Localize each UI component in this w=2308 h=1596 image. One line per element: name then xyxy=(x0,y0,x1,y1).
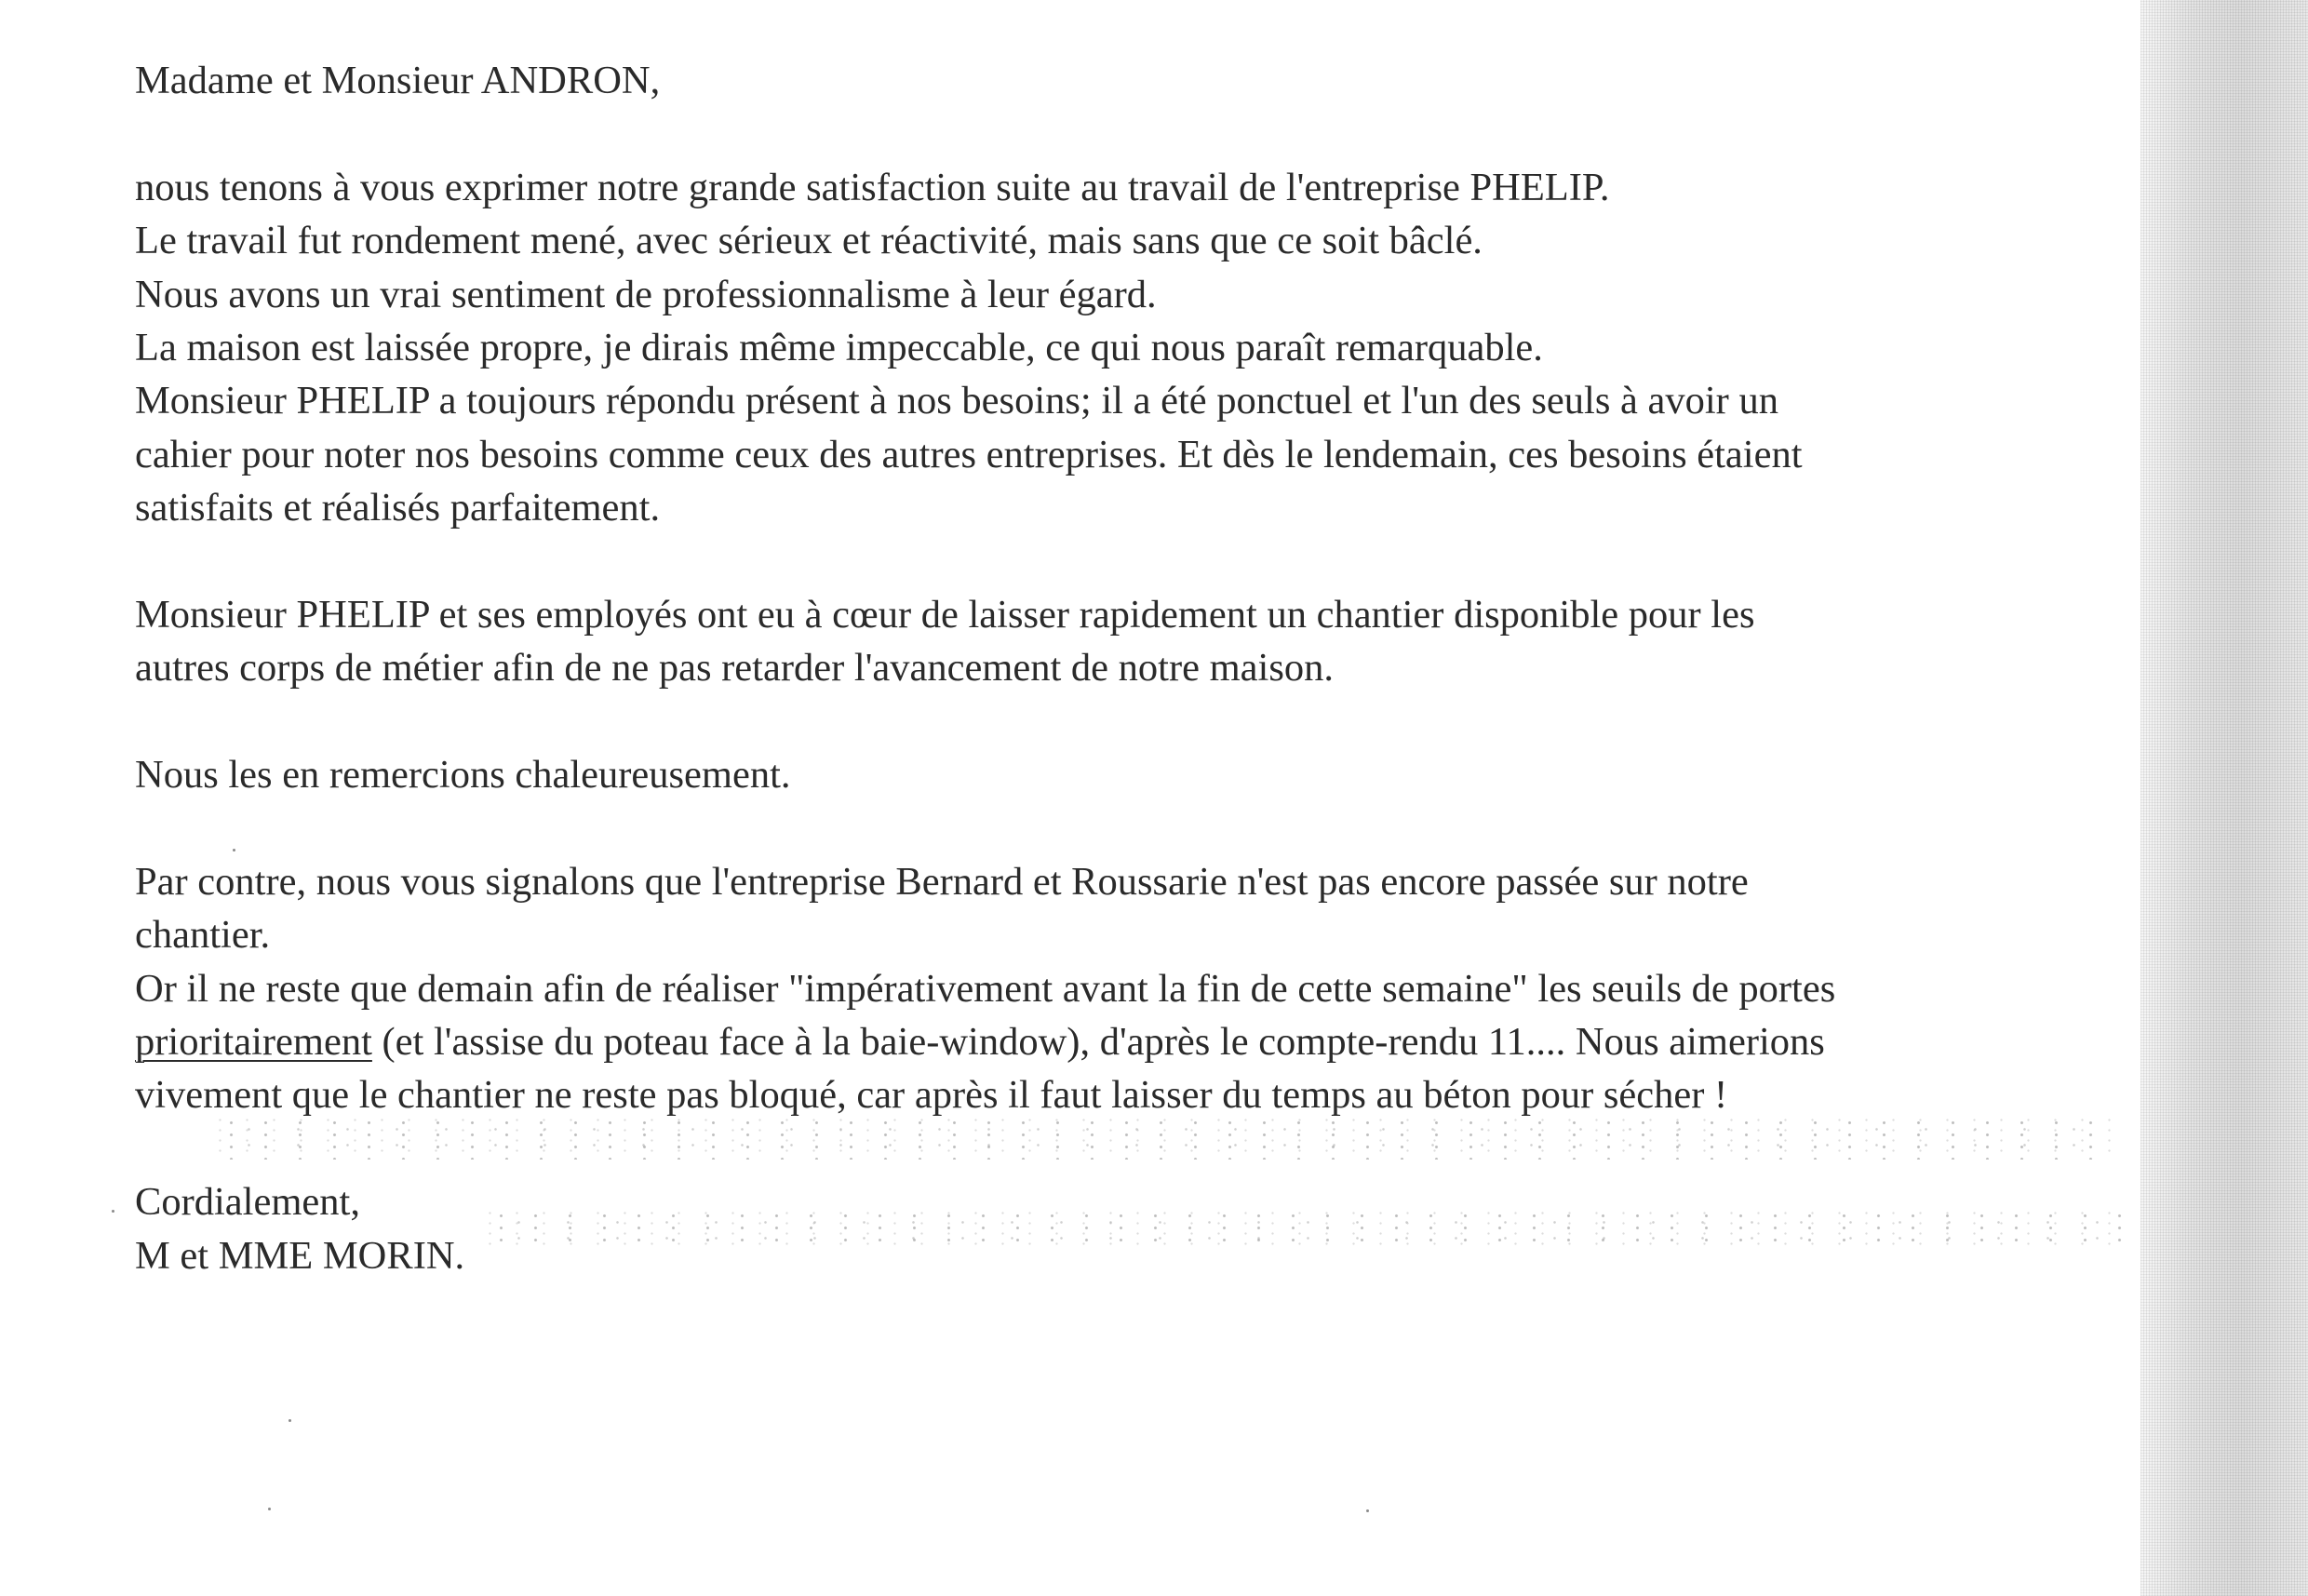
paragraph-line: Monsieur PHELIP a toujours répondu présent à nos besoins; il a été ponctuel et l'un des seuls à avoir un xyxy=(135,379,1778,423)
letter-greeting: Madame et Monsieur ANDRON, xyxy=(135,59,661,102)
paragraph-line: nous tenons à vous exprimer notre grande satisfaction suite au travail de l'entreprise PHELIP. xyxy=(135,165,1610,209)
paragraph-line xyxy=(135,1015,2164,1068)
blank-line xyxy=(135,695,2164,748)
blank-line xyxy=(135,535,2164,588)
paragraph-thanks: Nous les en remercions chaleureusement. xyxy=(135,753,791,798)
scan-noise xyxy=(484,1210,2122,1247)
paragraph-line: cahier pour noter nos besoins comme ceux des autres entreprises. Et dès le lendemain, ces besoins étaient xyxy=(135,432,1803,476)
paragraph-satisfaction xyxy=(135,161,2164,535)
paragraph-line-rest: (et l'assise du poteau face à la baie-window), d'après le compte-rendu 11.... Nous aimerions xyxy=(371,1020,1825,1065)
letter-body xyxy=(135,54,2164,1282)
letter-closing: Cordialement, xyxy=(135,1180,360,1225)
paragraph-line: Nous avons un vrai sentiment de professionnalisme à leur égard. xyxy=(135,272,1157,316)
paragraph-line: Le travail fut rondement mené, avec sérieux et réactivité, mais sans que ce soit bâclé. xyxy=(135,219,1483,263)
blank-line xyxy=(135,801,2164,854)
scan-noise xyxy=(214,1117,2122,1160)
scan-speck xyxy=(268,1508,271,1510)
underlined-word: prioritairement xyxy=(135,1020,372,1065)
paragraph-line: Par contre, nous vous signalons que l'entreprise Bernard et Roussarie n'est pas encore passée sur notre xyxy=(135,859,1749,904)
paragraph-line: satisfaits et réalisés parfaitement. xyxy=(135,486,661,530)
scan-speck xyxy=(288,1419,291,1422)
scan-speck xyxy=(233,849,235,852)
scan-edge-shadow xyxy=(2140,0,2308,1596)
paragraph-line: vivement que le chantier ne reste pas bloqué, car après il faut laisser du temps au béton pour sécher ! xyxy=(135,1073,1728,1118)
paragraph-line: chantier. xyxy=(135,913,271,958)
scan-speck xyxy=(112,1210,114,1213)
paragraph-line: Or il ne reste que demain afin de réaliser "impérativement avant la fin de cette semaine" les seuils de portes xyxy=(135,966,1836,1011)
paragraph-line: Monsieur PHELIP et ses employés ont eu à cœur de laisser rapidement un chantier disponible pour les xyxy=(135,592,1755,637)
scan-speck xyxy=(1366,1509,1369,1512)
paragraph-line: autres corps de métier afin de ne pas retarder l'avancement de notre maison. xyxy=(135,646,1334,691)
paragraph-line: La maison est laissée propre, je dirais même impeccable, ce qui nous paraît remarquable. xyxy=(135,325,1543,369)
letter-signature: M et MME MORIN. xyxy=(135,1233,465,1278)
paragraph-employees xyxy=(135,588,2164,695)
blank-line xyxy=(135,107,2164,160)
paragraph-complaint xyxy=(135,855,2164,1122)
